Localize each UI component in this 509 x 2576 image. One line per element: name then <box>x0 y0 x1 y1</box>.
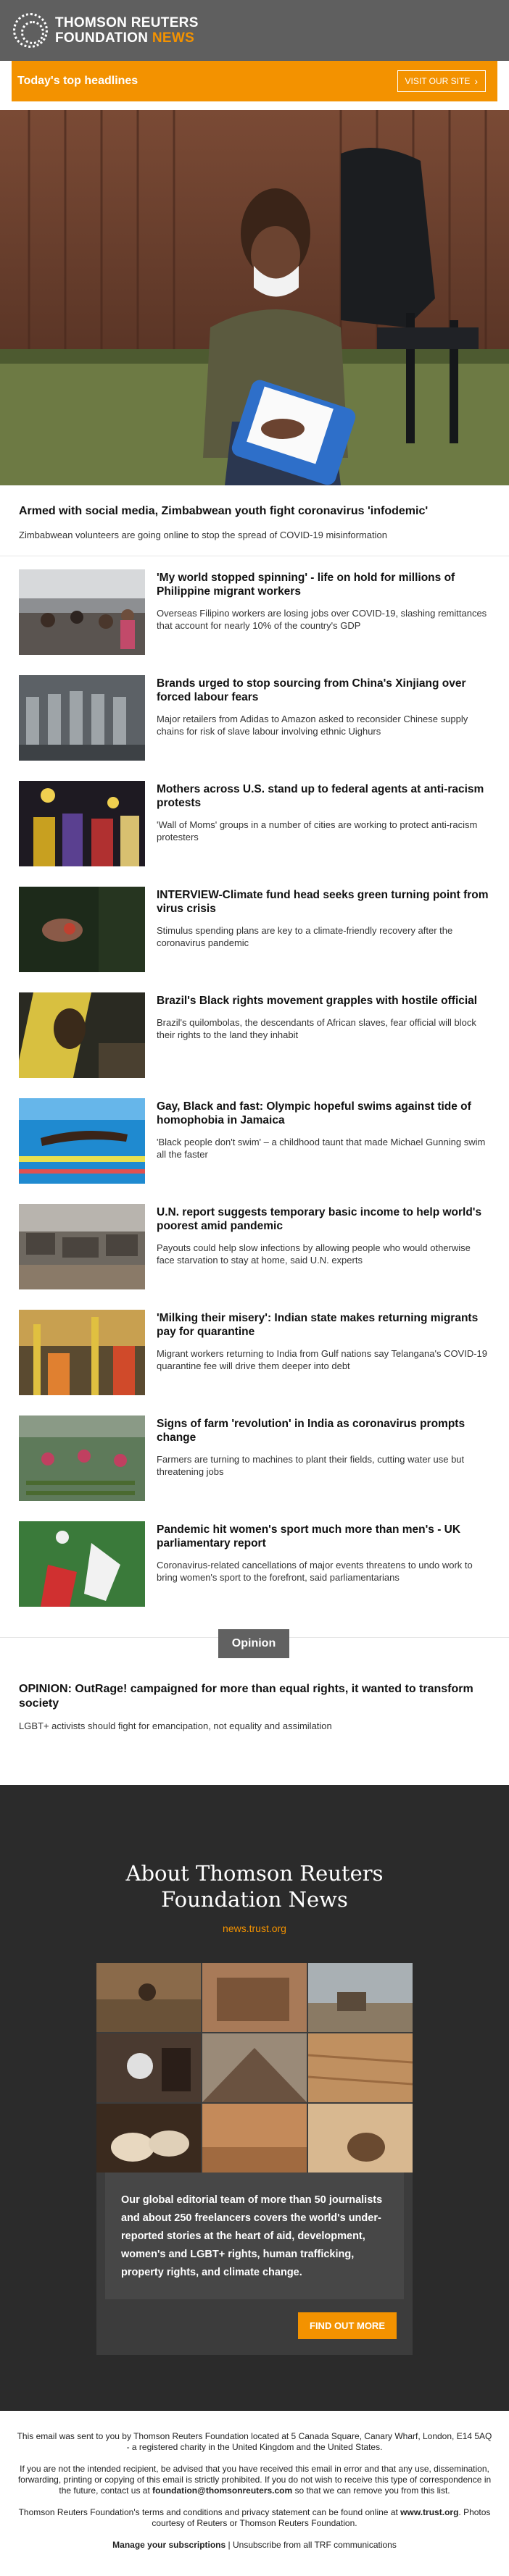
article-summary: 'Black people don't swim' – a childhood taunt that made Michael Gunning swim all the faster <box>157 1137 486 1160</box>
article-image-4 <box>19 887 145 972</box>
footer-terms-tail: . Photos courtesy of Reuters or Thomson Reuters Foundation. <box>152 2507 491 2528</box>
article-image-8 <box>19 1310 145 1395</box>
about-photo <box>308 2104 413 2173</box>
article-body <box>157 887 490 992</box>
article-thumbnail[interactable] <box>19 675 145 761</box>
hero-image[interactable] <box>0 110 509 485</box>
article-thumbnail[interactable] <box>19 569 145 655</box>
article-item[interactable] <box>19 569 490 675</box>
article-summary: Stimulus spending plans are key to a climate-friendly recovery after the coronavirus pandemic <box>157 925 453 948</box>
headlines-bar <box>12 61 497 101</box>
article-body <box>157 1521 490 1627</box>
article-title[interactable]: 'Milking their misery': Indian state makes returning migrants pay for quarantine <box>157 1312 479 1338</box>
article-image-2 <box>19 675 145 761</box>
footer <box>0 2411 509 2576</box>
article-image-6 <box>19 1098 145 1184</box>
opinion-title[interactable]: OPINION: OutRage! campaigned for more than equal rights, it wanted to transform society <box>19 1683 473 1710</box>
article-item[interactable] <box>19 1098 490 1204</box>
about-photo <box>96 1963 201 2032</box>
article-summary: Overseas Filipino workers are losing jobs over COVID-19, slashing remittances that account for nearly 10% of the country's GDP <box>157 608 487 631</box>
footer-disclaimer <box>15 2464 494 2496</box>
logo[interactable] <box>13 13 199 48</box>
article-thumbnail[interactable] <box>19 1204 145 1289</box>
article-body <box>157 675 490 781</box>
logo-news: NEWS <box>152 30 195 46</box>
article-item[interactable] <box>19 1521 490 1627</box>
article-title[interactable]: INTERVIEW-Climate fund head seeks green turning point from virus crisis <box>157 889 489 915</box>
chevron-right-icon: › <box>474 75 478 87</box>
article-title[interactable]: Signs of farm 'revolution' in India as coronavirus prompts change <box>157 1418 465 1444</box>
footer-disclaimer-text: If you are not the intended recipient, be advised that you have received this email in error and that any use, dissemination, forwarding, printing or copying of this email is strictly prohibited. If you do not wish to receive this type of correspondence in the future, contact us at <box>17 2464 492 2496</box>
about-photo <box>202 2104 307 2173</box>
footer-terms-text: Thomson Reuters Foundation's terms and conditions and privacy statement can be found online at <box>18 2507 398 2517</box>
article-thumbnail[interactable] <box>19 781 145 866</box>
logo-line-1: THOMSON REUTERS <box>55 15 199 30</box>
article-body <box>157 1098 490 1204</box>
article-image-3 <box>19 781 145 866</box>
article-image-10 <box>19 1521 145 1607</box>
article-item[interactable] <box>19 781 490 887</box>
article-thumbnail[interactable] <box>19 1098 145 1184</box>
about-blurb-box <box>105 2173 404 2299</box>
article-body <box>157 781 490 887</box>
article-title[interactable]: Mothers across U.S. stand up to federal agents at anti-racism protests <box>157 783 484 809</box>
about-title-line-2: Foundation News <box>161 1887 348 1912</box>
article-title[interactable]: Gay, Black and fast: Olympic hopeful swims against tide of homophobia in Jamaica <box>157 1100 471 1126</box>
opinion-story[interactable] <box>0 1663 509 1757</box>
footer-disclaimer-tail: so that we can remove you from this list. <box>294 2485 450 2496</box>
article-summary: Payouts could help slow infections by allowing people who would otherwise face starvation to stay at home, said U.N. experts <box>157 1242 471 1266</box>
article-body <box>157 1204 490 1310</box>
about-title-line-1: About Thomson Reuters <box>125 1861 384 1886</box>
article-thumbnail[interactable] <box>19 992 145 1078</box>
brand-header <box>0 0 509 61</box>
lead-title[interactable]: Armed with social media, Zimbabwean youth fight coronavirus 'infodemic' <box>19 505 429 517</box>
about-blurb: Our global editorial team of more than 50 journalists and about 250 freelancers covers the world's under-reported stories at the heart of aid, development, women's and LGBT+ rights, human trafficking, property rights, and climate change. <box>121 2194 383 2278</box>
article-title[interactable]: Brands urged to stop sourcing from China's Xinjiang over forced labour fears <box>157 677 466 703</box>
footer-email-link[interactable]: foundation@thomsonreuters.com <box>152 2485 293 2496</box>
about-photo <box>308 2033 413 2102</box>
thomson-reuters-logo-icon <box>13 13 48 48</box>
article-body <box>157 1415 490 1521</box>
opinion-summary: LGBT+ activists should fight for emancipation, not equality and assimilation <box>19 1720 332 1731</box>
article-thumbnail[interactable] <box>19 1415 145 1501</box>
about-section <box>0 1785 509 2411</box>
about-url-link[interactable]: news.trust.org <box>223 1923 286 1934</box>
logo-foundation: FOUNDATION <box>55 30 149 46</box>
visit-site-button[interactable] <box>397 70 486 92</box>
article-thumbnail[interactable] <box>19 1521 145 1607</box>
manage-subscriptions-link[interactable]: Manage your subscriptions <box>112 2540 226 2550</box>
footer-subscription-links <box>15 2540 494 2551</box>
article-summary: Brazil's quilombolas, the descendants of African slaves, fear official will block their rights to the land they inhabit <box>157 1017 476 1040</box>
article-list <box>0 556 509 1633</box>
lead-story[interactable] <box>0 485 509 556</box>
article-body <box>157 1310 490 1415</box>
article-image-1 <box>19 569 145 655</box>
article-title[interactable]: U.N. report suggests temporary basic income to help world's poorest amid pandemic <box>157 1206 482 1232</box>
footer-separator: | <box>225 2540 233 2550</box>
article-body <box>157 992 490 1098</box>
lead-summary: Zimbabwean volunteers are going online to stop the spread of COVID-19 misinformation <box>19 530 387 540</box>
article-summary: Farmers are turning to machines to plant their fields, cutting water use but threatening jobs <box>157 1454 465 1477</box>
article-title[interactable]: 'My world stopped spinning' - life on hold for millions of Philippine migrant workers <box>157 572 455 598</box>
footer-address: This email was sent to you by Thomson Reuters Foundation located at 5 Canada Square, Canary Wharf, London, E14 5AQ - a registered charity in the United Kingdom and the United States. <box>17 2431 492 2452</box>
find-out-more-button[interactable]: FIND OUT MORE <box>298 2312 397 2339</box>
unsubscribe-link[interactable]: Unsubscribe from all TRF communications <box>232 2540 397 2550</box>
article-item[interactable] <box>19 1415 490 1521</box>
opinion-tag: Opinion <box>218 1629 289 1658</box>
article-item[interactable] <box>19 1310 490 1415</box>
article-image-7 <box>19 1204 145 1289</box>
footer-terms <box>15 2507 494 2529</box>
about-photo <box>202 1963 307 2032</box>
about-title <box>0 1860 509 1912</box>
article-image-9 <box>19 1415 145 1501</box>
footer-trust-link[interactable]: www.trust.org <box>400 2507 459 2517</box>
headlines-title: Today's top headlines <box>17 75 138 87</box>
article-title[interactable]: Pandemic hit women's sport much more than men's - UK parliamentary report <box>157 1523 461 1550</box>
article-thumbnail[interactable] <box>19 887 145 972</box>
about-photo-grid <box>96 1963 413 2173</box>
article-summary: Coronavirus-related cancellations of major events threatens to undo work to bring women's sport to the forefront, said parliamentarians <box>157 1560 473 1583</box>
article-item[interactable] <box>19 1204 490 1310</box>
article-image-5 <box>19 992 145 1078</box>
about-card <box>96 1963 413 2355</box>
article-summary: 'Wall of Moms' groups in a number of cities are working to protect anti-racism protesters <box>157 819 478 842</box>
about-photo <box>308 1963 413 2032</box>
about-photo <box>202 2033 307 2102</box>
opinion-divider <box>0 1637 509 1663</box>
hero-photo-illustration <box>0 110 509 485</box>
article-summary: Migrant workers returning to India from Gulf nations say Telangana's COVID-19 quarantine fee will drive them deeper into debt <box>157 1348 488 1371</box>
find-out-more-row <box>96 2299 413 2355</box>
about-photo <box>96 2104 201 2173</box>
article-thumbnail[interactable] <box>19 1310 145 1395</box>
article-summary: Major retailers from Adidas to Amazon asked to reconsider Chinese supply chains for risk of slave labour involving ethnic Uighurs <box>157 714 468 737</box>
logo-text <box>55 15 199 46</box>
article-item[interactable] <box>19 887 490 992</box>
article-item[interactable] <box>19 675 490 781</box>
logo-line-2 <box>55 30 199 46</box>
article-item[interactable] <box>19 992 490 1098</box>
article-body <box>157 569 490 675</box>
visit-site-label: VISIT OUR SITE <box>405 76 471 86</box>
about-photo <box>96 2033 201 2102</box>
article-title[interactable]: Brazil's Black rights movement grapples with hostile official <box>157 995 478 1007</box>
